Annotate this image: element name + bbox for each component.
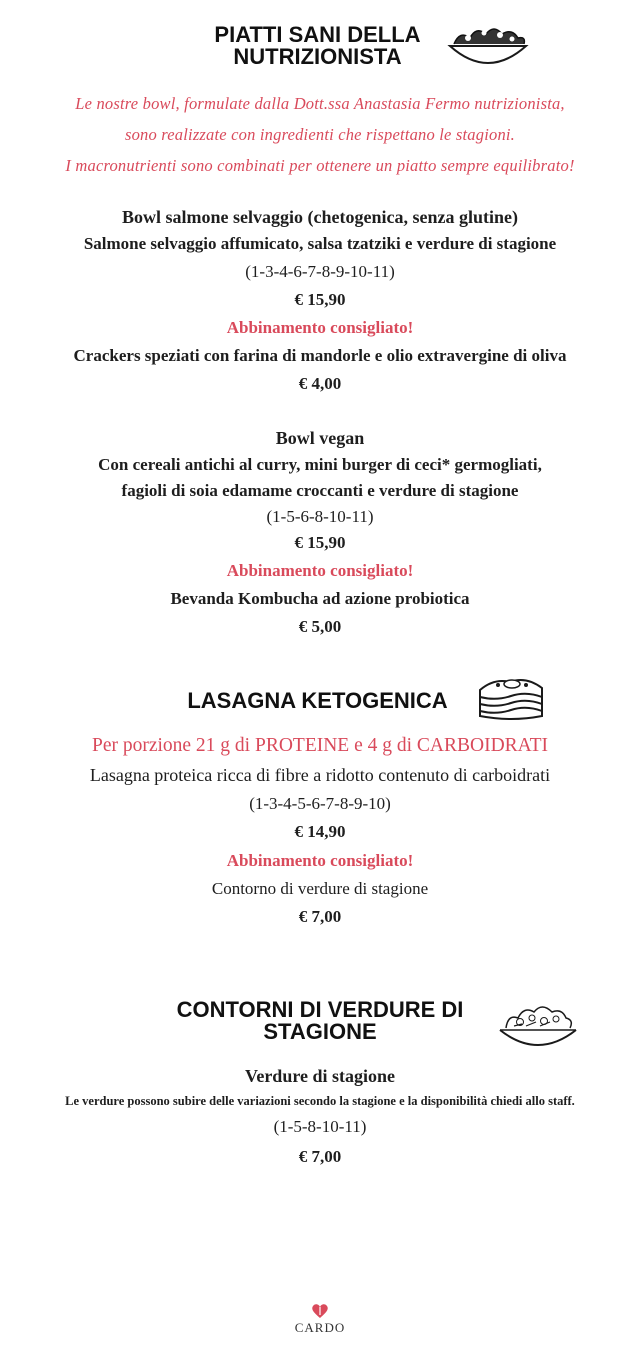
heart-logo-icon xyxy=(311,1303,329,1319)
pairing-name: Bevanda Kombucha ad azione probiotica xyxy=(170,589,470,608)
item-price: € 15,90 xyxy=(294,533,346,552)
nutrition-subtitle: Per porzione 21 g di PROTEINE e 4 g di CARBOIDRATI xyxy=(91,735,549,756)
pairing-price: € 7,00 xyxy=(298,907,342,926)
vegetable-dish-icon xyxy=(496,998,580,1054)
logo-text: CARDO xyxy=(294,1320,346,1335)
section-title xyxy=(150,999,490,1043)
section-title-line1: CONTORNI DI VERDURE DI xyxy=(176,997,464,1022)
footer-logo xyxy=(0,1303,640,1337)
item-description: Con cereali antichi al curry, mini burger di ceci* germogliati, xyxy=(98,455,542,474)
pairing-label: Abbinamento consigliato! xyxy=(226,561,414,580)
item-name: Bowl vegan xyxy=(275,428,365,448)
intro-text xyxy=(0,88,640,181)
section-title-line2: STAGIONE xyxy=(263,1019,377,1044)
salad-bowl-icon xyxy=(446,22,530,74)
intro-line: I macronutrienti sono combinati per ottenere un piatto sempre equilibrato! xyxy=(65,156,575,175)
menu-item xyxy=(0,424,640,642)
item-description: Lasagna proteica ricca di fibre a ridotto contenuto di carboidrati xyxy=(89,765,551,785)
lasagna-icon xyxy=(474,672,548,724)
pairing-price: € 5,00 xyxy=(298,617,342,636)
item-description: fagioli di soia edamame croccanti e verdure di stagione xyxy=(121,481,519,500)
section-title-line1: PIATTI SANI DELLA xyxy=(214,22,421,47)
menu-item xyxy=(0,732,640,931)
item-price: € 14,90 xyxy=(294,822,346,841)
pairing-name: Contorno di verdure di stagione xyxy=(211,879,429,898)
item-allergens: (1-5-8-10-11) xyxy=(273,1117,367,1136)
item-description: Salmone selvaggio affumicato, salsa tzatziki e verdure di stagione xyxy=(83,234,557,253)
item-allergens: (1-3-4-5-6-7-8-9-10) xyxy=(249,794,391,813)
item-price: € 15,90 xyxy=(294,290,346,309)
item-allergens: (1-3-4-6-7-8-9-10-11) xyxy=(245,262,395,281)
intro-line: Le nostre bowl, formulate dalla Dott.ssa Anastasia Fermo nutrizionista, xyxy=(75,94,565,113)
item-name: Bowl salmone selvaggio (chetogenica, senza glutine) xyxy=(122,207,518,227)
pairing-label: Abbinamento consigliato! xyxy=(226,851,414,870)
intro-line: sono realizzate con ingredienti che rispettano le stagioni. xyxy=(124,125,516,144)
section-title-line2: NUTRIZIONISTA xyxy=(233,44,402,69)
item-allergens: (1-5-6-8-10-11) xyxy=(266,507,374,526)
menu-item xyxy=(0,203,640,399)
pairing-price: € 4,00 xyxy=(298,374,342,393)
item-price: € 7,00 xyxy=(298,1147,342,1166)
pairing-name: Crackers speziati con farina di mandorle e olio extravergine di oliva xyxy=(73,346,567,365)
section-title xyxy=(195,24,440,68)
menu-item xyxy=(0,1062,640,1172)
item-name: Verdure di stagione xyxy=(244,1066,395,1086)
item-note: Le verdure possono subire delle variazioni secondo la stagione e la disponibilità chiedi allo staff. xyxy=(65,1094,575,1108)
section-title: LASAGNA KETOGENICA xyxy=(187,688,448,713)
pairing-label: Abbinamento consigliato! xyxy=(226,318,414,337)
